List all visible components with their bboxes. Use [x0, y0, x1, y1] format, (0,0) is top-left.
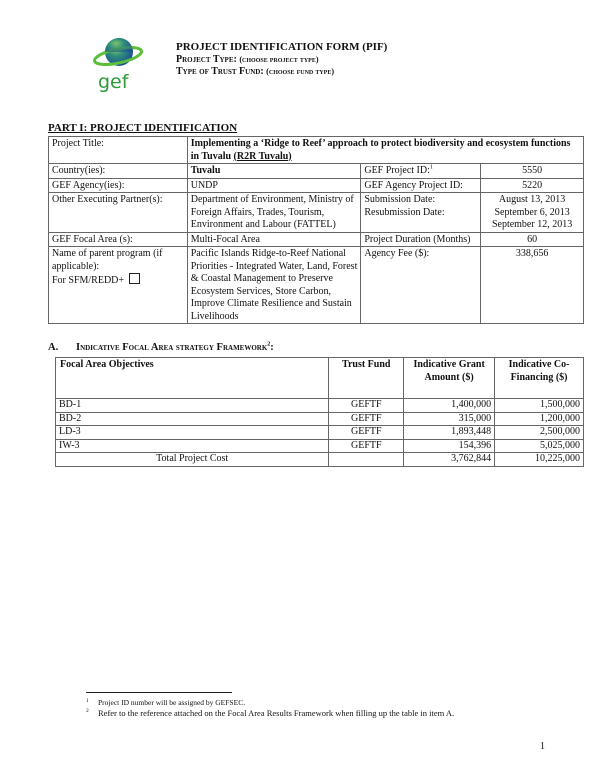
agency-fee-value: 338,656	[481, 247, 584, 324]
table-row	[56, 399, 584, 413]
gef-project-id-label-cell	[361, 164, 481, 179]
grant-cell: 315,000	[404, 412, 495, 426]
trust-fund-label: Type of Trust Fund:	[176, 66, 264, 77]
trust-fund-line	[176, 66, 387, 79]
country-label: Country(ies):	[49, 164, 188, 179]
table-header-row	[56, 358, 584, 399]
section-title: Indicative Focal Area strategy Framework	[76, 342, 268, 353]
sfm-redd-checkbox[interactable]	[129, 273, 140, 284]
section-a-heading	[48, 342, 274, 353]
table-row	[56, 439, 584, 453]
agency-project-id-value: 5220	[481, 178, 584, 193]
grant-cell: 1,400,000	[404, 399, 495, 413]
trust-fund-cell: GEFTF	[329, 439, 404, 453]
duration-label: Project Duration (Months)	[361, 232, 481, 247]
resubmission-date-1: September 6, 2013	[494, 206, 570, 218]
parent-program-value: Pacific Islands Ridge-to-Reef National Priorities - Integrated Water, Land, Forest & Coastal Management to Preserve Ecosystem Services, Store Carbon, Improve Climate Resilience and Sustain Livelihoods	[187, 247, 361, 324]
parent-program-label-cell	[49, 247, 188, 324]
total-grant: 3,762,844	[404, 453, 495, 467]
col-header-objectives: Focal Area Objectives	[56, 358, 329, 399]
parent-program-label: Name of parent program (if applicable):	[52, 248, 163, 272]
focal-area-label: GEF Focal Area (s):	[49, 232, 188, 247]
page-number: 1	[540, 741, 545, 752]
footnote-ref-1[interactable]: 1	[429, 164, 433, 171]
table-row	[49, 164, 584, 179]
col-header-cofinancing: Indicative Co-Financing ($)	[495, 358, 584, 399]
total-label: Total Project Cost	[56, 453, 329, 467]
project-title-cell	[187, 137, 583, 164]
agency-project-id-label: GEF Agency Project ID:	[361, 178, 481, 193]
logo-text: gef	[98, 71, 129, 92]
col-header-trust-fund: Trust Fund	[329, 358, 404, 399]
gef-logo	[88, 30, 150, 92]
trust-fund-cell: GEFTF	[329, 426, 404, 440]
gef-project-id-label: GEF Project ID:	[364, 165, 430, 176]
footnote-text: Refer to the reference attached on the Focal Area Results Framework when filling up the table in item A.	[98, 708, 455, 718]
submission-dates	[481, 193, 584, 233]
partners-label: Other Executing Partner(s):	[49, 193, 188, 233]
grant-cell: 154,396	[404, 439, 495, 453]
project-title-value: Implementing a ‘Ridge to Reef’ approach to protect biodiversity and ecosystem functions in Tuvalu	[190, 138, 571, 162]
col-header-grant: Indicative Grant Amount ($)	[404, 358, 495, 399]
trust-fund-cell: GEFTF	[329, 412, 404, 426]
project-title-short: (R2R Tuvalu)	[233, 150, 292, 162]
objective-cell: LD-3	[56, 426, 329, 440]
country-value: Tuvalu	[187, 164, 361, 179]
resubmission-label: Resubmission Date:	[364, 206, 445, 218]
submission-label: Submission Date:	[364, 194, 436, 205]
table-row	[49, 247, 584, 324]
trust-fund-cell: GEFTF	[329, 399, 404, 413]
objective-cell: BD-2	[56, 412, 329, 426]
form-header	[176, 41, 387, 79]
table-row	[49, 232, 584, 247]
cofinancing-cell: 2,500,000	[495, 426, 584, 440]
total-row	[56, 453, 584, 467]
project-type-value[interactable]: (choose project type)	[239, 54, 319, 64]
agency-value: UNDP	[187, 178, 361, 193]
total-trust-fund	[329, 453, 404, 467]
cofinancing-cell: 1,500,000	[495, 399, 584, 413]
globe-orbit-icon	[88, 30, 150, 92]
sfm-label: For SFM/REDD+	[52, 275, 125, 286]
focal-area-framework-table	[55, 357, 584, 467]
grant-cell: 1,893,448	[404, 426, 495, 440]
agency-fee-label: Agency Fee ($):	[361, 247, 481, 324]
footnotes	[86, 697, 454, 719]
table-row	[49, 137, 584, 164]
cofinancing-cell: 5,025,000	[495, 439, 584, 453]
table-row	[56, 412, 584, 426]
project-type-line	[176, 54, 387, 67]
table-row	[56, 426, 584, 440]
footnote-divider	[86, 692, 232, 693]
gef-project-id-value: 5550	[481, 164, 584, 179]
footnote-ref-2[interactable]: 2	[267, 341, 271, 348]
partners-value: Department of Environment, Ministry of Foreign Affairs, Trades, Tourism, Environment and Labour (FATTEL)	[187, 193, 361, 233]
trust-fund-value[interactable]: (choose fund type)	[266, 67, 335, 76]
project-identification-table	[48, 136, 584, 324]
focal-area-value: Multi-Focal Area	[187, 232, 361, 247]
sfm-line	[52, 273, 184, 288]
agency-label: GEF Agency(ies):	[49, 178, 188, 193]
submission-labels	[361, 193, 481, 233]
footnote-1: 1 Project ID number will be assigned by GEFSEC.	[86, 697, 246, 707]
section-colon: :	[270, 342, 274, 353]
total-cofinancing: 10,225,000	[495, 453, 584, 467]
objective-cell: BD-1	[56, 399, 329, 413]
project-title-label: Project Title:	[49, 137, 188, 164]
section-letter: A.	[48, 342, 59, 353]
table-row	[49, 178, 584, 193]
footnote-text: Project ID number will be assigned by GEFSEC.	[98, 698, 246, 707]
resubmission-date-2: September 12, 2013	[491, 219, 573, 230]
cofinancing-cell: 1,200,000	[495, 412, 584, 426]
part1-heading: PART I: PROJECT IDENTIFICATION	[48, 122, 238, 134]
duration-value: 60	[481, 232, 584, 247]
form-title: PROJECT IDENTIFICATION FORM (PIF)	[176, 41, 388, 53]
footnote-2: 2 Refer to the reference attached on the Focal Area Results Framework when filling up the table in item A.	[86, 708, 455, 718]
objective-cell: IW-3	[56, 439, 329, 453]
table-row	[49, 193, 584, 233]
submission-date: August 13, 2013	[498, 194, 566, 205]
project-type-label: Project Type:	[176, 53, 237, 65]
